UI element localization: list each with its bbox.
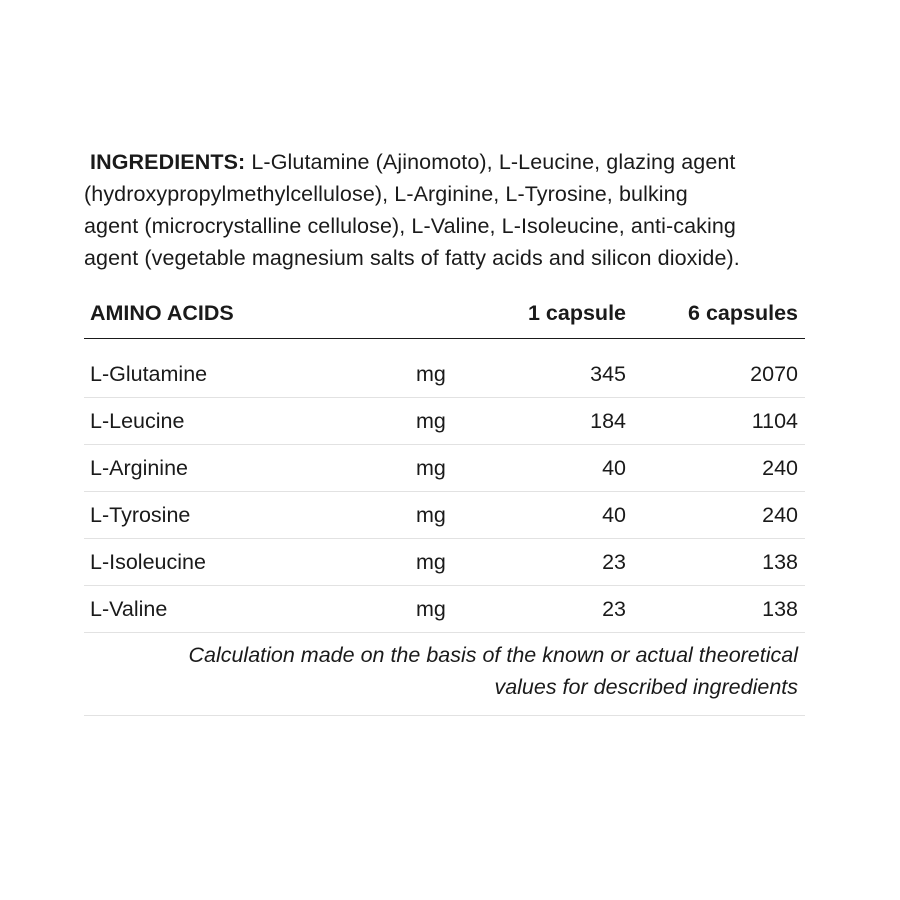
amino-name: L-Glutamine	[84, 339, 410, 398]
ingredients-line-3: agent (microcrystalline cellulose), L-Valine, L-Isoleucine, anti-caking	[84, 214, 736, 238]
amino-six-capsules: 240	[628, 492, 805, 539]
amino-name: L-Tyrosine	[84, 492, 410, 539]
table-row	[84, 339, 805, 398]
table-row	[84, 539, 805, 586]
header-unit	[410, 290, 486, 339]
ingredients-paragraph	[84, 146, 819, 274]
amino-six-capsules: 1104	[628, 398, 805, 445]
amino-name: L-Valine	[84, 586, 410, 633]
ingredients-line-4: agent (vegetable magnesium salts of fatty acids and silicon dioxide).	[84, 246, 740, 270]
amino-one-capsule: 23	[486, 586, 628, 633]
amino-six-capsules: 138	[628, 539, 805, 586]
header-amino-acids: AMINO ACIDS	[84, 290, 410, 339]
amino-name: L-Isoleucine	[84, 539, 410, 586]
table-header-row	[84, 290, 805, 339]
amino-unit: mg	[410, 339, 486, 398]
calculation-note-line-1: Calculation made on the basis of the known or actual theoretical	[188, 643, 798, 667]
table-row	[84, 586, 805, 633]
amino-one-capsule: 345	[486, 339, 628, 398]
table-row	[84, 445, 805, 492]
table-row	[84, 398, 805, 445]
amino-unit: mg	[410, 539, 486, 586]
amino-unit: mg	[410, 586, 486, 633]
amino-six-capsules: 2070	[628, 339, 805, 398]
amino-one-capsule: 184	[486, 398, 628, 445]
amino-name: L-Leucine	[84, 398, 410, 445]
amino-six-capsules: 138	[628, 586, 805, 633]
amino-unit: mg	[410, 398, 486, 445]
amino-unit: mg	[410, 492, 486, 539]
calculation-note-row	[84, 633, 805, 716]
amino-one-capsule: 40	[486, 445, 628, 492]
header-six-capsules: 6 capsules	[628, 290, 805, 339]
amino-unit: mg	[410, 445, 486, 492]
amino-one-capsule: 23	[486, 539, 628, 586]
ingredients-text: L-Glutamine (Ajinomoto), L-Leucine, glazing agent	[251, 150, 736, 174]
header-one-capsule: 1 capsule	[486, 290, 628, 339]
ingredients-line-1	[84, 146, 819, 178]
amino-six-capsules: 240	[628, 445, 805, 492]
calculation-note	[84, 633, 805, 716]
amino-acids-table	[84, 290, 805, 716]
ingredients-label: INGREDIENTS:	[90, 150, 246, 174]
amino-name: L-Arginine	[84, 445, 410, 492]
amino-one-capsule: 40	[486, 492, 628, 539]
table-row	[84, 492, 805, 539]
ingredients-line-2: (hydroxypropylmethylcellulose), L-Arginine, L-Tyrosine, bulking	[84, 182, 688, 206]
calculation-note-line-2: values for described ingredients	[494, 675, 798, 699]
